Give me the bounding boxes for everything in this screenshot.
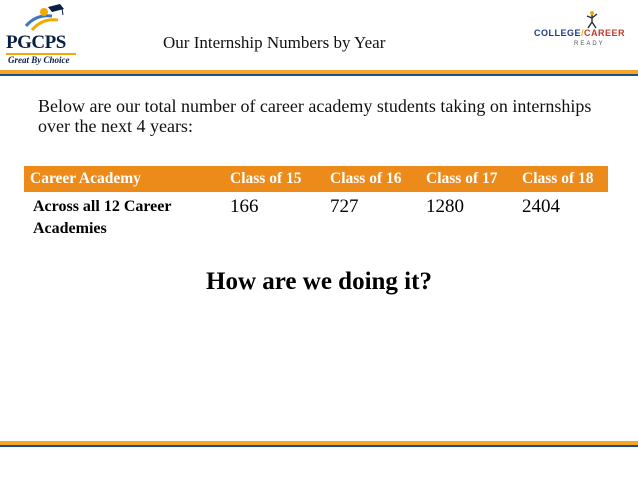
table-cell: 727 [330,196,359,217]
column-header: Class of 17 [420,166,516,192]
logo-text: PGCPS [6,32,66,53]
table-header-row [24,166,608,192]
logo-college-text: COLLEGE [534,28,582,38]
college-career-ready-logo [534,10,634,52]
pgcps-logo [4,4,80,64]
header [0,0,638,70]
table-row [24,192,608,240]
jumping-figure-icon [584,10,600,30]
logo-ready-text: READY [574,41,605,47]
logo-tagline: Great By Choice [8,55,70,65]
row-label: Across all 12 Career Academies [33,198,172,237]
top-rule-blue [0,74,638,76]
column-header: Class of 15 [224,166,324,192]
page-title: Our Internship Numbers by Year [163,33,386,52]
logo-right-wordmark [534,28,625,38]
column-header: Class of 16 [324,166,420,192]
table-cell: 166 [230,196,259,217]
logo-separator: / [581,28,585,38]
question-heading: How are we doing it? [206,268,432,295]
table-cell: 1280 [426,196,464,217]
logo-career-text: CAREER [584,28,626,38]
bottom-rule-blue [0,445,638,447]
internship-table [24,166,608,240]
intro-text: Below are our total number of career academy students taking on internships over the next 4 years: [38,96,592,136]
graduate-figure-icon [22,4,66,32]
table-cell: 2404 [522,196,560,217]
column-header: Career Academy [24,166,224,192]
column-header: Class of 18 [516,166,608,192]
